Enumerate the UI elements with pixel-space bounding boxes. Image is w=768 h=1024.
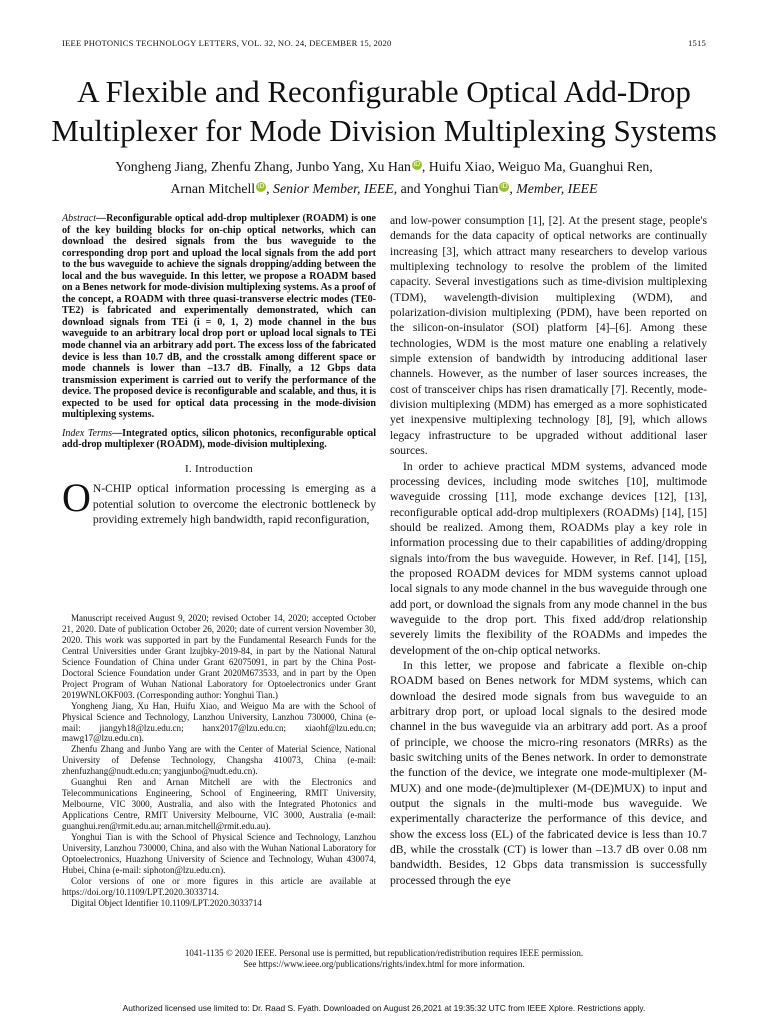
author-list — [70, 156, 698, 200]
body-paragraph: In this letter, we propose and fabricate a flexible on-chip ROADM based on Benes network for MDM systems, which can download the desired mode signals from bus waveguide to an arbitrary drop port, or upload local signals to the desired mode channel in the bus waveguide via an arbitrary add port. As a proof of principle, we choose the micro-ring resonators (MRRs) as the basic switching units of the Benes network. In order to demonstrate the function of the device, we integrate one mode-multiplexer (M-MUX) and one mode-(de)multiplexer (M-(DE)MUX) to input and output the signals in the multi-mode bus waveguide. We experimentally characterize the performance of this device, and show the excess loss (EL) of the fabricated device is less than 10.7 dB, while the crosstalk (CT) is lower than –13.7 dB over 0.08 nm bandwidth. Besides, 12 Gbps data transmission is successfully processed through the eye — [390, 658, 707, 887]
footnote: Yongheng Jiang, Xu Han, Huifu Xiao, and Weiguo Ma are with the School of Physical Science and Technology, Lanzhou University, Lanzhou 730000, China (e-mail: jiangyh18@lzu.edu.cn; hanx2017@lzu.edu.cn; xiaohf@lzu.edu.cn; mawg17@lzu.edu.cn). — [62, 700, 376, 744]
section-heading: I. Introduction — [184, 462, 254, 475]
footnotes — [62, 613, 376, 909]
index-terms — [62, 428, 376, 451]
left-column — [62, 213, 376, 527]
orcid-icon[interactable]: iD — [257, 183, 265, 190]
abstract-label: Abstract — [62, 213, 97, 224]
abstract — [62, 213, 376, 421]
footnote: Manuscript received August 9, 2020; revised October 14, 2020; accepted October 21, 2020. Date of publication October 26, 2020; date of current version November 30, 2020. This work was supported in part by the Fundamental Research Funds for the Central Universities under Grant lzujbky-2019-84, in part by the National Natural Science Foundation of China under Grant 62075091, in part by the China Post-Doctoral Science Foundation under Grant 2020M673533, and in part by the Open Project Program of Wuhan National Laboratory for Optoelectronics under Grant 2019WNLOKF003. (Corresponding author: Yonghui Tian.) — [62, 613, 376, 700]
page-number: 1515 — [688, 38, 706, 48]
author-membership: , Senior Member, IEEE — [266, 181, 394, 196]
authors-line2c: , and Yonghui Tian — [393, 181, 499, 196]
author-membership: , Member, IEEE — [509, 181, 598, 196]
right-column — [390, 213, 707, 888]
index-terms-label: Index Terms — [62, 427, 113, 439]
copyright-line: See https://www.ieee.org/publications/rights/index.html for more information. — [243, 959, 525, 969]
orcid-icon[interactable]: iD — [501, 183, 508, 190]
footnote: Digital Object Identifier 10.1109/LPT.2020.3033714 — [71, 897, 262, 908]
footnote: Yonghui Tian is with the School of Physical Science and Technology, Lanzhou University, Lanzhou 730000, China, and also with the Wuhan National Laboratory for Optoelectronics, Huazhong University of Science and Technology, Wuhan 430074, Hubei, China (e-mail: siphoton@lzu.edu.cn). — [62, 832, 376, 875]
footnote: Guanghui Ren and Arnan Mitchell are with the Electronics and Telecommunications Engineering, School of Engineering, RMIT University, Melbourne, VIC 3000, Australia, and also with the Integrated Photonics and Applications Centre, RMIT University Melbourne, VIC 3000, Australia (e-mail: guanghui.ren@rmit.edu.au; arnan.mitchell@rmit.edu.au). — [62, 777, 376, 832]
authors-line1b: , Huifu Xiao, Weiguo Ma, Guanghui Ren, — [421, 159, 653, 174]
authors-line1: Yongheng Jiang, Zhenfu Zhang, Junbo Yang, Xu Han — [115, 159, 411, 174]
copyright-line: 1041-1135 © 2020 IEEE. Personal use is permitted, but republication/redistribution requires IEEE permission. — [184, 948, 584, 958]
download-notice: Authorized licensed use limited to: Dr. Raad S. Fyath. Downloaded on August 26,2021 at 19:35:32 UTC from IEEE Xplore. Restrictions apply. — [122, 1003, 646, 1013]
body-paragraph: In order to achieve practical MDM systems, advanced mode processing devices, including mode switches [10], multimode waveguide crossing [11], mode exchange devices [12], [13], reconfigurable optical add-drop multiplexers (ROADMs) [14], [15] should be realized. Among them, ROADMs play a key role in information processing due to their capabilities of adding/dropping signals into/from the bus waveguide. However, in Ref. [14], [15], the proposed ROADM devices for MDM systems cannot upload local signals to any mode channel in the bus waveguide through one add port, or download the signals from any mode channel in the bus waveguide to the drop port. This fixed add/drop relationship severely limits the flexibility of the ROADMs and impedes the development of the on-chip optical networks. — [390, 459, 707, 657]
index-terms-text: —Integrated optics, silicon photonics, reconfigurable optical add-drop multiplexer (ROADM), mode-division multiplexing. — [62, 427, 376, 451]
running-header — [62, 38, 706, 48]
orcid-icon[interactable]: iD — [413, 161, 421, 168]
intro-text: N-CHIP optical information processing is emerging as a potential solution to overcome the electronic bottleneck by providing extremely high bandwidth, rapid reconfiguration, — [92, 482, 376, 527]
journal-name: IEEE PHOTONICS TECHNOLOGY LETTERS, VOL. 32, NO. 24, DECEMBER 15, 2020 — [62, 38, 392, 48]
copyright-notice — [62, 948, 706, 970]
authors-line2a: Arnan Mitchell — [170, 181, 256, 196]
paper-title: A Flexible and Reconfigurable Optical Add-Drop Multiplexer for Mode Division Multiplexing Systems — [51, 74, 717, 148]
body-paragraph: and low-power consumption [1], [2]. At the present stage, people's demands for the data capacity of optical networks are continually increasing [3], which attract many researchers to develop various multiplexing technology to resolve the problem of the limited capacity. Several investigations such as time-division multiplexing (TDM), wavelength-division multiplexing (WDM), and polarization-division multiplexing (PDM), have been reported on the silicon-on-insulator (SOI) platform [4]–[6]. Among these technologies, WDM is the most mature one enabling a relatively simple extension of bandwidth by introducing additional laser channels. However, as the number of laser sources increases, the cost of transceiver chips has risen dramatically [7]. Recently, mode-division multiplexing (MDM) has emerged as a more sophisticated yet inexpensive multiplexing technology [8], [9], which allows legacy infrastructure to be upgraded without additional laser sources. — [390, 214, 707, 458]
footnote: Zhenfu Zhang and Junbo Yang are with the Center of Material Science, National University of Defense Technology, Changsha 410073, China (e-mail: zhenfuzhang@nudt.edu.cn; yangjunbo@nudt.edu.cn). — [62, 744, 376, 777]
intro-paragraph — [62, 475, 376, 527]
abstract-text: —Reconfigurable optical add-drop multiplexer (ROADM) is one of the key building blocks for on-chip optical networks, which can download the desired signals from the bus waveguide to the corresponding drop port and upload the local signals from the add port to the bus waveguide to achieve the signals dropping/adding between the local and the bus waveguide. In this letter, we propose a ROADM based on a Benes network for mode-division multiplexing systems. As a proof of the concept, a ROADM with three quasi-transverse electric modes (TE0-TE2) is fabricated and experimentally demonstrated, which can download signals from TEi (i = 0, 1, 2) mode channel in the bus waveguide to an arbitrary local drop port or upload local signals to TEi mode channel via an arbitrary add port. The excess loss of the fabricated device is less than 10.7 dB, and the crosstalk among different space or mode channels is lower than –13.7 dB. Finally, a 12 Gbps data transmission experiment is carried out to verify the performance of the device. The proposed device is reconfigurable and scalable, and thus, it is expected to be used for optical data processing in the mode-division multiplexing systems. — [62, 213, 376, 421]
drop-cap: O — [62, 475, 91, 521]
footnote: Color versions of one or more figures in this article are available at https://doi.org/10.1109/LPT.2020.3033714. — [62, 875, 376, 897]
